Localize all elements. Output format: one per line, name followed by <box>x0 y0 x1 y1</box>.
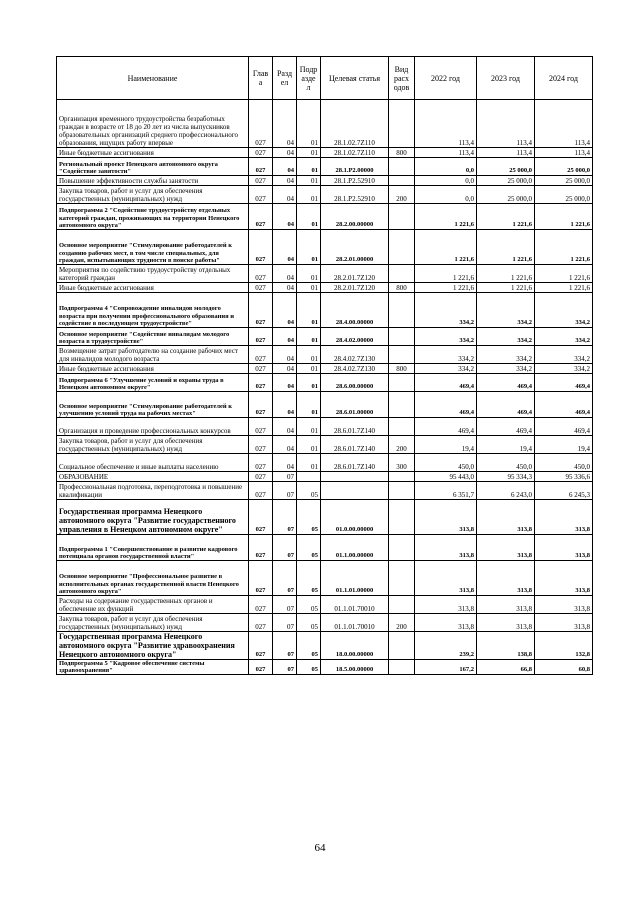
cell-razdel: 04 <box>273 265 297 283</box>
cell-vid <box>389 561 415 596</box>
cell-name: Государственная программа Ненецкого автономного округа "Развитие государственного управления в Ненецком автономном округе" <box>57 500 249 535</box>
cell-razdel: 04 <box>273 346 297 364</box>
cell-podrazdel: 01 <box>297 283 321 293</box>
cell-y2023: 6 243,0 <box>477 482 535 500</box>
cell-vid <box>389 374 415 392</box>
table-row <box>57 148 593 158</box>
cell-glava: 027 <box>249 436 273 454</box>
cell-razdel: 04 <box>273 364 297 374</box>
cell-name: ОБРАЗОВАНИЕ <box>57 472 249 482</box>
cell-target: 28.2.01.7Z120 <box>321 265 389 283</box>
cell-podrazdel: 05 <box>297 632 321 660</box>
cell-name: Повышение эффективности службы занятости <box>57 176 249 186</box>
cell-y2024: 334,2 <box>535 293 593 328</box>
cell-y2024: 469,4 <box>535 374 593 392</box>
cell-y2023: 450,0 <box>477 454 535 472</box>
table-row <box>57 374 593 392</box>
cell-podrazdel: 01 <box>297 346 321 364</box>
cell-vid <box>389 293 415 328</box>
page-number: 64 <box>314 842 326 854</box>
cell-y2024: 25 000,0 <box>535 176 593 186</box>
cell-podrazdel: 05 <box>297 561 321 596</box>
cell-razdel: 04 <box>273 436 297 454</box>
cell-glava: 027 <box>249 328 273 346</box>
header-name: Наименование <box>57 57 249 100</box>
table-row <box>57 230 593 265</box>
cell-name: Иные бюджетные ассигнования <box>57 148 249 158</box>
cell-y2022: 1 221,6 <box>415 265 477 283</box>
cell-target: 28.1.Р2.52910 <box>321 186 389 204</box>
table-row <box>57 660 593 675</box>
cell-y2022: 113,4 <box>415 100 477 148</box>
cell-y2022: 469,4 <box>415 418 477 436</box>
cell-name: Подпрограмма 4 "Сопровождение инвалидов молодого возраста при получении профессионального образования и содействие в последующем трудоустройстве" <box>57 293 249 328</box>
cell-target: 28.2.01.7Z120 <box>321 283 389 293</box>
cell-razdel: 04 <box>273 186 297 204</box>
cell-y2023: 25 000,0 <box>477 176 535 186</box>
cell-razdel: 04 <box>273 100 297 148</box>
cell-vid <box>389 346 415 364</box>
cell-y2023: 138,8 <box>477 632 535 660</box>
cell-podrazdel: 01 <box>297 230 321 265</box>
cell-y2023: 1 221,6 <box>477 230 535 265</box>
cell-podrazdel: 05 <box>297 535 321 561</box>
table-row <box>57 176 593 186</box>
cell-target: 28.6.01.7Z140 <box>321 454 389 472</box>
cell-name: Основное мероприятие "Профессиональное развитие в исполнительных органах государственной власти Ненецкого автономного округа" <box>57 561 249 596</box>
cell-vid <box>389 176 415 186</box>
cell-y2022: 334,2 <box>415 328 477 346</box>
table-row <box>57 100 593 148</box>
header-vid: Вид расх одов <box>389 57 415 100</box>
cell-podrazdel: 05 <box>297 596 321 614</box>
cell-y2022: 1 221,6 <box>415 204 477 230</box>
cell-vid <box>389 632 415 660</box>
budget-table <box>56 56 593 675</box>
cell-y2023: 313,8 <box>477 561 535 596</box>
cell-vid: 200 <box>389 436 415 454</box>
cell-y2023: 19,4 <box>477 436 535 454</box>
cell-glava: 027 <box>249 374 273 392</box>
cell-y2022: 0,0 <box>415 158 477 176</box>
cell-y2024: 334,2 <box>535 364 593 374</box>
cell-y2023: 469,4 <box>477 392 535 418</box>
cell-y2024: 313,8 <box>535 614 593 632</box>
cell-y2022: 469,4 <box>415 374 477 392</box>
cell-y2022: 1 221,6 <box>415 283 477 293</box>
table-row <box>57 614 593 632</box>
table-row <box>57 158 593 176</box>
header-2024: 2024 год <box>535 57 593 100</box>
cell-podrazdel: 01 <box>297 158 321 176</box>
cell-target: 01.1.00.00000 <box>321 535 389 561</box>
cell-glava: 027 <box>249 392 273 418</box>
cell-target <box>321 482 389 500</box>
cell-glava: 027 <box>249 561 273 596</box>
cell-glava: 027 <box>249 614 273 632</box>
cell-y2024: 313,8 <box>535 535 593 561</box>
cell-podrazdel: 01 <box>297 265 321 283</box>
cell-y2024: 25 000,0 <box>535 158 593 176</box>
cell-razdel: 04 <box>273 230 297 265</box>
cell-podrazdel: 01 <box>297 100 321 148</box>
cell-target: 28.6.01.7Z140 <box>321 436 389 454</box>
cell-target: 28.1.02.7Z110 <box>321 100 389 148</box>
cell-y2022: 450,0 <box>415 454 477 472</box>
cell-y2024: 469,4 <box>535 418 593 436</box>
cell-y2022: 167,2 <box>415 660 477 675</box>
cell-y2024: 1 221,6 <box>535 265 593 283</box>
cell-y2022: 19,4 <box>415 436 477 454</box>
cell-name: Организация временного трудоустройства безработных граждан в возрасте от 18 до 20 лет из числа выпускников образовательных организаций среднего профессионального образования, ищущих работу впервые <box>57 100 249 148</box>
cell-vid <box>389 392 415 418</box>
cell-y2023: 113,4 <box>477 148 535 158</box>
cell-y2023: 334,2 <box>477 346 535 364</box>
cell-vid: 800 <box>389 283 415 293</box>
cell-razdel: 07 <box>273 472 297 482</box>
table-row <box>57 561 593 596</box>
cell-name: Основное мероприятие "Стимулирование работодателей к созданию рабочих мест, в том числе специальных, для граждан, испытывающих трудности в поиске работы" <box>57 230 249 265</box>
cell-vid: 200 <box>389 186 415 204</box>
cell-podrazdel: 01 <box>297 186 321 204</box>
cell-y2024: 132,8 <box>535 632 593 660</box>
header-razdel: Разд ел <box>273 57 297 100</box>
cell-name: Закупка товаров, работ и услуг для обеспечения государственных (муниципальных) нужд <box>57 614 249 632</box>
cell-target: 28.4.02.00000 <box>321 328 389 346</box>
cell-podrazdel <box>297 472 321 482</box>
cell-glava: 027 <box>249 500 273 535</box>
cell-y2024: 334,2 <box>535 328 593 346</box>
cell-y2022: 313,8 <box>415 596 477 614</box>
table-row <box>57 293 593 328</box>
cell-glava: 027 <box>249 418 273 436</box>
cell-name: Социальное обеспечение и иные выплаты населению <box>57 454 249 472</box>
cell-vid <box>389 472 415 482</box>
cell-y2022: 0,0 <box>415 176 477 186</box>
table-body <box>57 100 593 675</box>
cell-y2023: 1 221,6 <box>477 283 535 293</box>
cell-name: Закупка товаров, работ и услуг для обеспечения государственных (муниципальных) нужд <box>57 186 249 204</box>
cell-y2024: 313,8 <box>535 596 593 614</box>
cell-name: Закупка товаров, работ и услуг для обеспечения государственных (муниципальных) нужд <box>57 436 249 454</box>
cell-glava: 027 <box>249 148 273 158</box>
cell-name: Иные бюджетные ассигнования <box>57 283 249 293</box>
cell-name: Подпрограмма 2 "Содействие трудоустройству отдельных категорий граждан, проживающих на территории Ненецкого автономного округа" <box>57 204 249 230</box>
cell-podrazdel: 05 <box>297 660 321 675</box>
cell-glava: 027 <box>249 186 273 204</box>
cell-y2024: 25 000,0 <box>535 186 593 204</box>
cell-y2022: 1 221,6 <box>415 230 477 265</box>
cell-y2022: 239,2 <box>415 632 477 660</box>
cell-y2023: 25 000,0 <box>477 158 535 176</box>
cell-glava: 027 <box>249 100 273 148</box>
cell-y2023: 313,8 <box>477 596 535 614</box>
cell-glava: 027 <box>249 265 273 283</box>
cell-podrazdel: 01 <box>297 418 321 436</box>
cell-name: Подпрограмма 5 "Кадровое обеспечение системы здравоохранения" <box>57 660 249 675</box>
cell-podrazdel: 01 <box>297 328 321 346</box>
cell-y2024: 19,4 <box>535 436 593 454</box>
cell-y2023: 95 334,3 <box>477 472 535 482</box>
cell-y2023: 313,8 <box>477 535 535 561</box>
table-row <box>57 328 593 346</box>
header-podrazdel: Подр азде л <box>297 57 321 100</box>
cell-glava: 027 <box>249 454 273 472</box>
cell-target: 28.2.00.00000 <box>321 204 389 230</box>
cell-y2023: 334,2 <box>477 364 535 374</box>
cell-podrazdel: 01 <box>297 364 321 374</box>
cell-razdel: 07 <box>273 632 297 660</box>
cell-y2024: 450,0 <box>535 454 593 472</box>
cell-target: 28.1.Р2.00000 <box>321 158 389 176</box>
table-row <box>57 436 593 454</box>
cell-razdel: 07 <box>273 660 297 675</box>
cell-vid: 300 <box>389 454 415 472</box>
cell-name: Иные бюджетные ассигнования <box>57 364 249 374</box>
cell-y2023: 334,2 <box>477 293 535 328</box>
cell-y2022: 334,2 <box>415 364 477 374</box>
cell-podrazdel: 01 <box>297 176 321 186</box>
cell-target: 28.2.01.00000 <box>321 230 389 265</box>
cell-y2023: 313,8 <box>477 614 535 632</box>
cell-y2023: 334,2 <box>477 328 535 346</box>
cell-y2023: 313,8 <box>477 500 535 535</box>
cell-y2022: 313,8 <box>415 535 477 561</box>
cell-vid <box>389 265 415 283</box>
cell-vid <box>389 596 415 614</box>
cell-vid <box>389 535 415 561</box>
cell-vid <box>389 418 415 436</box>
cell-vid: 800 <box>389 364 415 374</box>
cell-y2024: 113,4 <box>535 100 593 148</box>
cell-y2024: 313,8 <box>535 561 593 596</box>
cell-razdel: 07 <box>273 535 297 561</box>
cell-vid <box>389 482 415 500</box>
cell-podrazdel: 01 <box>297 204 321 230</box>
cell-target: 28.4.02.7Z130 <box>321 364 389 374</box>
cell-y2022: 113,4 <box>415 148 477 158</box>
cell-y2024: 313,8 <box>535 500 593 535</box>
table-row <box>57 346 593 364</box>
cell-razdel: 04 <box>273 176 297 186</box>
cell-target: 28.6.01.00000 <box>321 392 389 418</box>
cell-target: 28.6.01.7Z140 <box>321 418 389 436</box>
cell-target: 18.5.00.00000 <box>321 660 389 675</box>
cell-glava: 027 <box>249 176 273 186</box>
cell-y2024: 1 221,6 <box>535 283 593 293</box>
cell-name: Основное мероприятие "Содействие инвалидам молодого возраста в трудоустройстве" <box>57 328 249 346</box>
cell-target: 01.1.01.70010 <box>321 614 389 632</box>
cell-name: Расходы на содержание государственных органов и обеспечение их функций <box>57 596 249 614</box>
table-row <box>57 204 593 230</box>
table-row <box>57 632 593 660</box>
cell-y2024: 334,2 <box>535 346 593 364</box>
table-row <box>57 482 593 500</box>
cell-y2023: 1 221,6 <box>477 265 535 283</box>
cell-glava: 027 <box>249 472 273 482</box>
cell-glava: 027 <box>249 204 273 230</box>
cell-vid <box>389 660 415 675</box>
cell-razdel: 07 <box>273 500 297 535</box>
cell-vid: 800 <box>389 148 415 158</box>
cell-glava: 027 <box>249 346 273 364</box>
cell-vid <box>389 500 415 535</box>
cell-razdel: 04 <box>273 374 297 392</box>
header-glava: Глав а <box>249 57 273 100</box>
cell-y2022: 313,8 <box>415 561 477 596</box>
cell-vid <box>389 100 415 148</box>
table-row <box>57 283 593 293</box>
cell-y2023: 66,8 <box>477 660 535 675</box>
cell-razdel: 04 <box>273 148 297 158</box>
cell-glava: 027 <box>249 535 273 561</box>
cell-y2024: 60,8 <box>535 660 593 675</box>
cell-razdel: 04 <box>273 418 297 436</box>
cell-name: Возмещение затрат работодателю на создание рабочих мест для инвалидов молодого возраста <box>57 346 249 364</box>
cell-target: 28.4.00.00000 <box>321 293 389 328</box>
cell-podrazdel: 01 <box>297 374 321 392</box>
cell-razdel: 07 <box>273 614 297 632</box>
table-row <box>57 535 593 561</box>
header-2022: 2022 год <box>415 57 477 100</box>
cell-glava: 027 <box>249 632 273 660</box>
cell-target: 01.0.00.00000 <box>321 500 389 535</box>
cell-razdel: 07 <box>273 596 297 614</box>
cell-y2022: 95 443,0 <box>415 472 477 482</box>
cell-y2022: 0,0 <box>415 186 477 204</box>
cell-y2023: 25 000,0 <box>477 186 535 204</box>
cell-name: Мероприятия по содействию трудоустройству отдельных категорий граждан <box>57 265 249 283</box>
cell-podrazdel: 05 <box>297 482 321 500</box>
cell-razdel: 04 <box>273 293 297 328</box>
cell-y2024: 469,4 <box>535 392 593 418</box>
header-target: Целевая статья <box>321 57 389 100</box>
cell-name: Государственная программа Ненецкого автономного округа "Развитие здравоохранения Ненецкого автономного округа" <box>57 632 249 660</box>
header-2023: 2023 год <box>477 57 535 100</box>
cell-y2023: 469,4 <box>477 418 535 436</box>
cell-y2024: 1 221,6 <box>535 204 593 230</box>
cell-razdel: 04 <box>273 328 297 346</box>
cell-target: 28.1.Р2.52910 <box>321 176 389 186</box>
cell-y2024: 6 245,3 <box>535 482 593 500</box>
table-row <box>57 472 593 482</box>
cell-razdel: 07 <box>273 561 297 596</box>
cell-razdel: 04 <box>273 204 297 230</box>
cell-y2022: 313,8 <box>415 500 477 535</box>
cell-target: 28.4.02.7Z130 <box>321 346 389 364</box>
cell-glava: 027 <box>249 364 273 374</box>
table-row <box>57 454 593 472</box>
cell-y2022: 334,2 <box>415 293 477 328</box>
cell-name: Подпрограмма 6 "Улучшение условий и охраны труда в Ненецком автономном округе" <box>57 374 249 392</box>
cell-glava: 027 <box>249 158 273 176</box>
cell-podrazdel: 05 <box>297 500 321 535</box>
cell-vid <box>389 158 415 176</box>
table-row <box>57 392 593 418</box>
table-row <box>57 500 593 535</box>
cell-y2024: 95 336,6 <box>535 472 593 482</box>
cell-name: Основное мероприятие "Стимулирование работодателей к улучшению условий труда на рабочих местах" <box>57 392 249 418</box>
cell-glava: 027 <box>249 596 273 614</box>
table-row <box>57 596 593 614</box>
cell-razdel: 04 <box>273 392 297 418</box>
cell-y2024: 113,4 <box>535 148 593 158</box>
cell-target: 01.1.01.70010 <box>321 596 389 614</box>
cell-glava: 027 <box>249 283 273 293</box>
cell-podrazdel: 01 <box>297 293 321 328</box>
cell-y2023: 469,4 <box>477 374 535 392</box>
cell-y2023: 113,4 <box>477 100 535 148</box>
cell-glava: 027 <box>249 660 273 675</box>
table-header-row <box>57 57 593 100</box>
cell-razdel: 04 <box>273 158 297 176</box>
cell-name: Региональный проект Ненецкого автономного округа "Содействие занятости" <box>57 158 249 176</box>
cell-podrazdel: 01 <box>297 436 321 454</box>
table-row <box>57 265 593 283</box>
cell-target: 28.1.02.7Z110 <box>321 148 389 158</box>
table-row <box>57 186 593 204</box>
cell-name: Организация и проведение профессиональных конкурсов <box>57 418 249 436</box>
cell-razdel: 07 <box>273 482 297 500</box>
cell-name: Подпрограмма 1 "Совершенствование и развитие кадрового потенциала органов государственной власти" <box>57 535 249 561</box>
cell-name: Профессиональная подготовка, переподготовка и повышение квалификации <box>57 482 249 500</box>
cell-y2024: 1 221,6 <box>535 230 593 265</box>
cell-vid <box>389 230 415 265</box>
cell-vid <box>389 328 415 346</box>
cell-glava: 027 <box>249 230 273 265</box>
cell-vid: 200 <box>389 614 415 632</box>
cell-glava: 027 <box>249 293 273 328</box>
cell-podrazdel: 01 <box>297 454 321 472</box>
cell-razdel: 04 <box>273 283 297 293</box>
cell-target <box>321 472 389 482</box>
cell-y2022: 334,2 <box>415 346 477 364</box>
cell-target: 28.6.00.00000 <box>321 374 389 392</box>
cell-glava: 027 <box>249 482 273 500</box>
cell-target: 18.0.00.00000 <box>321 632 389 660</box>
cell-podrazdel: 01 <box>297 392 321 418</box>
cell-target: 01.1.01.00000 <box>321 561 389 596</box>
cell-y2022: 469,4 <box>415 392 477 418</box>
cell-y2022: 6 351,7 <box>415 482 477 500</box>
cell-vid <box>389 204 415 230</box>
table-row <box>57 418 593 436</box>
cell-y2022: 313,8 <box>415 614 477 632</box>
cell-podrazdel: 01 <box>297 148 321 158</box>
cell-podrazdel: 05 <box>297 614 321 632</box>
cell-y2023: 1 221,6 <box>477 204 535 230</box>
cell-razdel: 04 <box>273 454 297 472</box>
table-row <box>57 364 593 374</box>
